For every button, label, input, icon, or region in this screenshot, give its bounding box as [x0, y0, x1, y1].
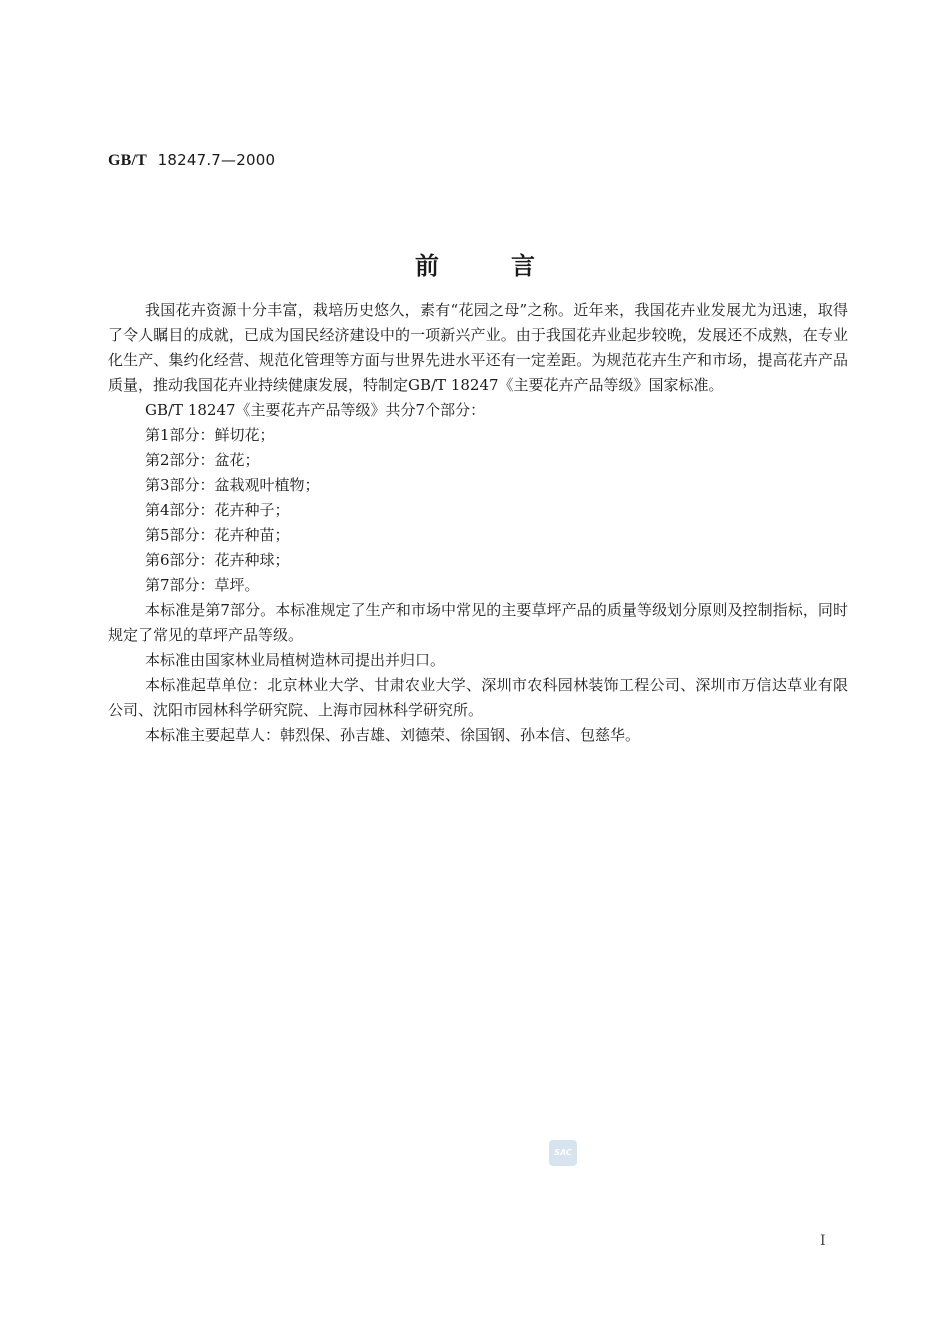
list-item: 第7部分：草坪。 — [145, 576, 260, 594]
paragraph: GB/T 18247《主要花卉产品等级》共分7个部分： — [145, 401, 486, 419]
list-item: 第1部分：鲜切花； — [145, 426, 275, 444]
document-code — [108, 150, 275, 170]
foreword-body — [108, 298, 848, 748]
paragraph: 本标准主要起草人：韩烈保、孙吉雄、刘德荣、徐国钢、孙本信、包慈华。 — [145, 726, 641, 744]
page-number: I — [820, 1233, 826, 1249]
paragraph: 本标准由国家林业局植树造林司提出并归口。 — [145, 651, 446, 669]
page-title: 前言 — [415, 251, 607, 280]
paragraph: 本标准是第7部分。本标准规定了生产和市场中常见的主要草坪产品的质量等级划分原则及控制指标，同时规定了常见的草坪产品等级。 — [108, 601, 848, 644]
list-item: 第2部分：盆花； — [145, 451, 260, 469]
document-code-prefix: GB/T — [108, 152, 148, 169]
paragraph: 本标准起草单位：北京林业大学、甘肃农业大学、深圳市农科园林装饰工程公司、深圳市万信达草业有限公司、沈阳市园林科学研究院、上海市园林科学研究所。 — [108, 676, 848, 719]
sac-watermark-logo: SAC — [549, 1140, 577, 1166]
list-item: 第3部分：盆栽观叶植物； — [145, 476, 320, 494]
list-item: 第4部分：花卉种子； — [145, 501, 290, 519]
document-code-number: 18247.7—2000 — [157, 151, 276, 169]
paragraph: 我国花卉资源十分丰富，栽培历史悠久，素有“花园之母”之称。近年来，我国花卉业发展尤为迅速，取得了令人瞩目的成就，已成为国民经济建设中的一项新兴产业。由于我国花卉业起步较晚，发展还不成熟，在专业化生产、集约化经营、规范化管理等方面与世界先进水平还有一定差距。为规范花卉生产和市场，提高花卉产品质量，推动我国花卉业持续健康发展，特制定GB/T 18247《主要花卉产品等级》国家标准。 — [108, 301, 848, 394]
list-item: 第6部分：花卉种球； — [145, 551, 290, 569]
list-item: 第5部分：花卉种苗； — [145, 526, 290, 544]
